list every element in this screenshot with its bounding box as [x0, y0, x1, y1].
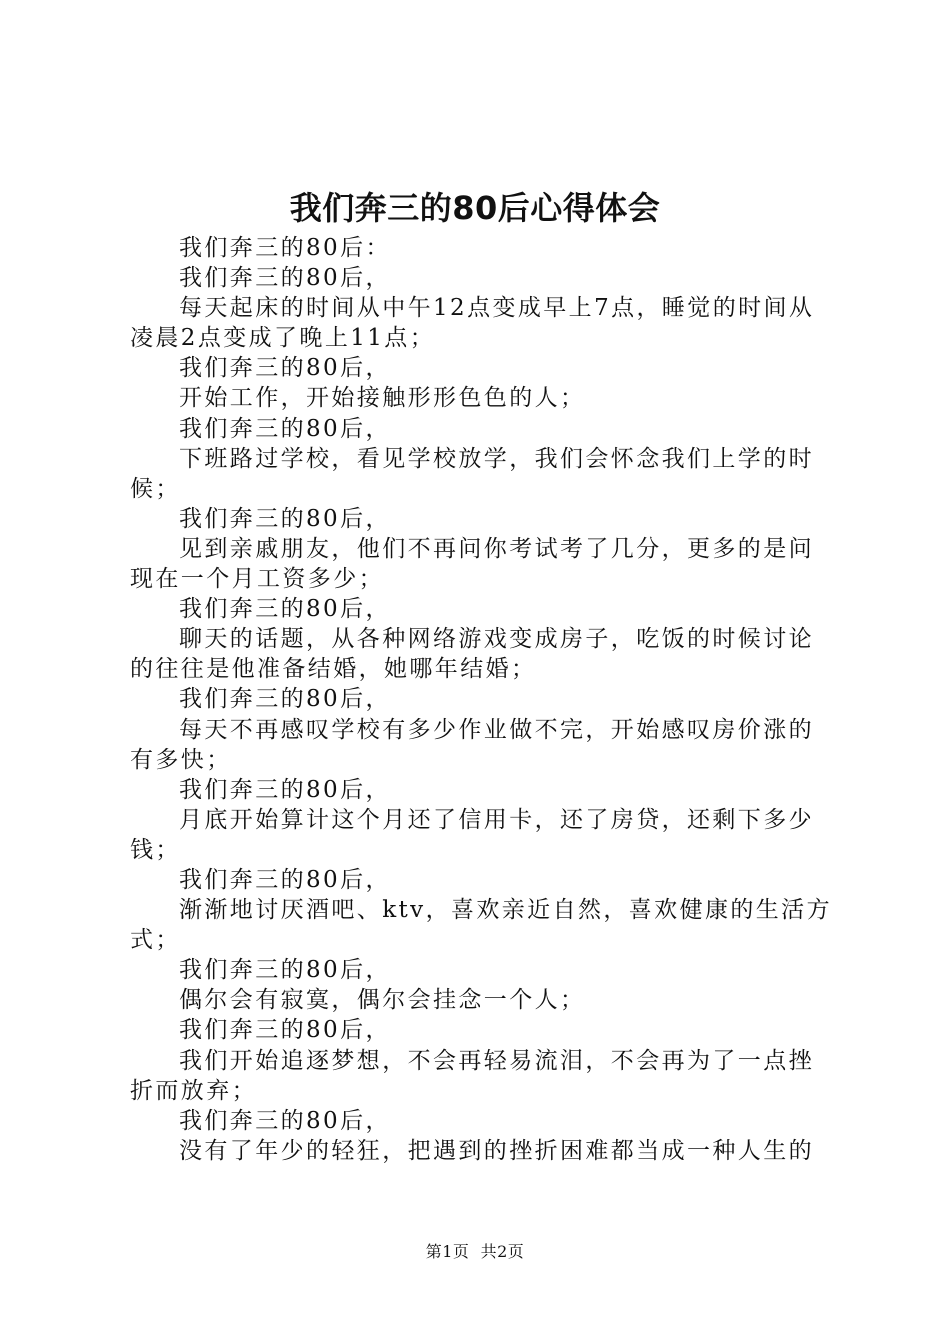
paragraph: 聊天的话题，从各种网络游戏变成房子，吃饭的时候讨论的往往是他准备结婚，她哪年结婚； [130, 626, 814, 683]
paragraph: 每天起床的时间从中午12点变成早上7点，睡觉的时间从凌晨2点变成了晚上11点； [130, 295, 815, 352]
paragraph: 我们奔三的80后， [179, 355, 391, 382]
paragraph: 我们奔三的80后， [179, 505, 391, 532]
page-number-current: 第1页 [425, 1242, 470, 1261]
paragraph: 我们奔三的80后， [179, 776, 391, 803]
paragraph: 我们开始追逐梦想，不会再轻易流泪，不会再为了一点挫折而放弃； [130, 1047, 814, 1104]
paragraph: 我们奔三的80后， [179, 415, 391, 442]
paragraph: 我们奔三的80后： [179, 235, 391, 261]
paragraph: 开始工作，开始接触形形色色的人； [179, 385, 586, 412]
paragraph: 我们奔三的80后， [179, 1107, 391, 1134]
paragraph: 我们奔三的80后， [179, 866, 391, 893]
paragraph: 我们奔三的80后， [179, 596, 391, 623]
paragraph: 我们奔三的80后， [179, 1017, 391, 1044]
document-title: 我们奔三的80后心得体会 [289, 189, 661, 227]
page-number-total: 共2页 [480, 1242, 525, 1261]
paragraph: 每天不再感叹学校有多少作业做不完，开始感叹房价涨的有多快； [130, 716, 814, 773]
paragraph: 没有了年少的轻狂，把遇到的挫折困难都当成一种人生的 [179, 1137, 814, 1164]
paragraph: 我们奔三的80后， [179, 265, 391, 292]
paragraph: 我们奔三的80后， [179, 957, 391, 984]
document-body [130, 233, 835, 1166]
paragraph: 月底开始算计这个月还了信用卡，还了房贷，还剩下多少钱； [130, 806, 814, 863]
paragraph: 下班路过学校，看见学校放学，我们会怀念我们上学的时候； [130, 445, 814, 502]
paragraph: 渐渐地讨厌酒吧、ktv，喜欢亲近自然，喜欢健康的生活方式； [130, 897, 832, 954]
page-footer [0, 1241, 950, 1263]
paragraph: 偶尔会有寂寞，偶尔会挂念一个人； [179, 987, 586, 1014]
paragraph: 见到亲戚朋友，他们不再问你考试考了几分，更多的是问现在一个月工资多少； [130, 535, 814, 593]
footer-spacer [469, 1242, 480, 1261]
paragraph: 我们奔三的80后， [179, 686, 391, 713]
